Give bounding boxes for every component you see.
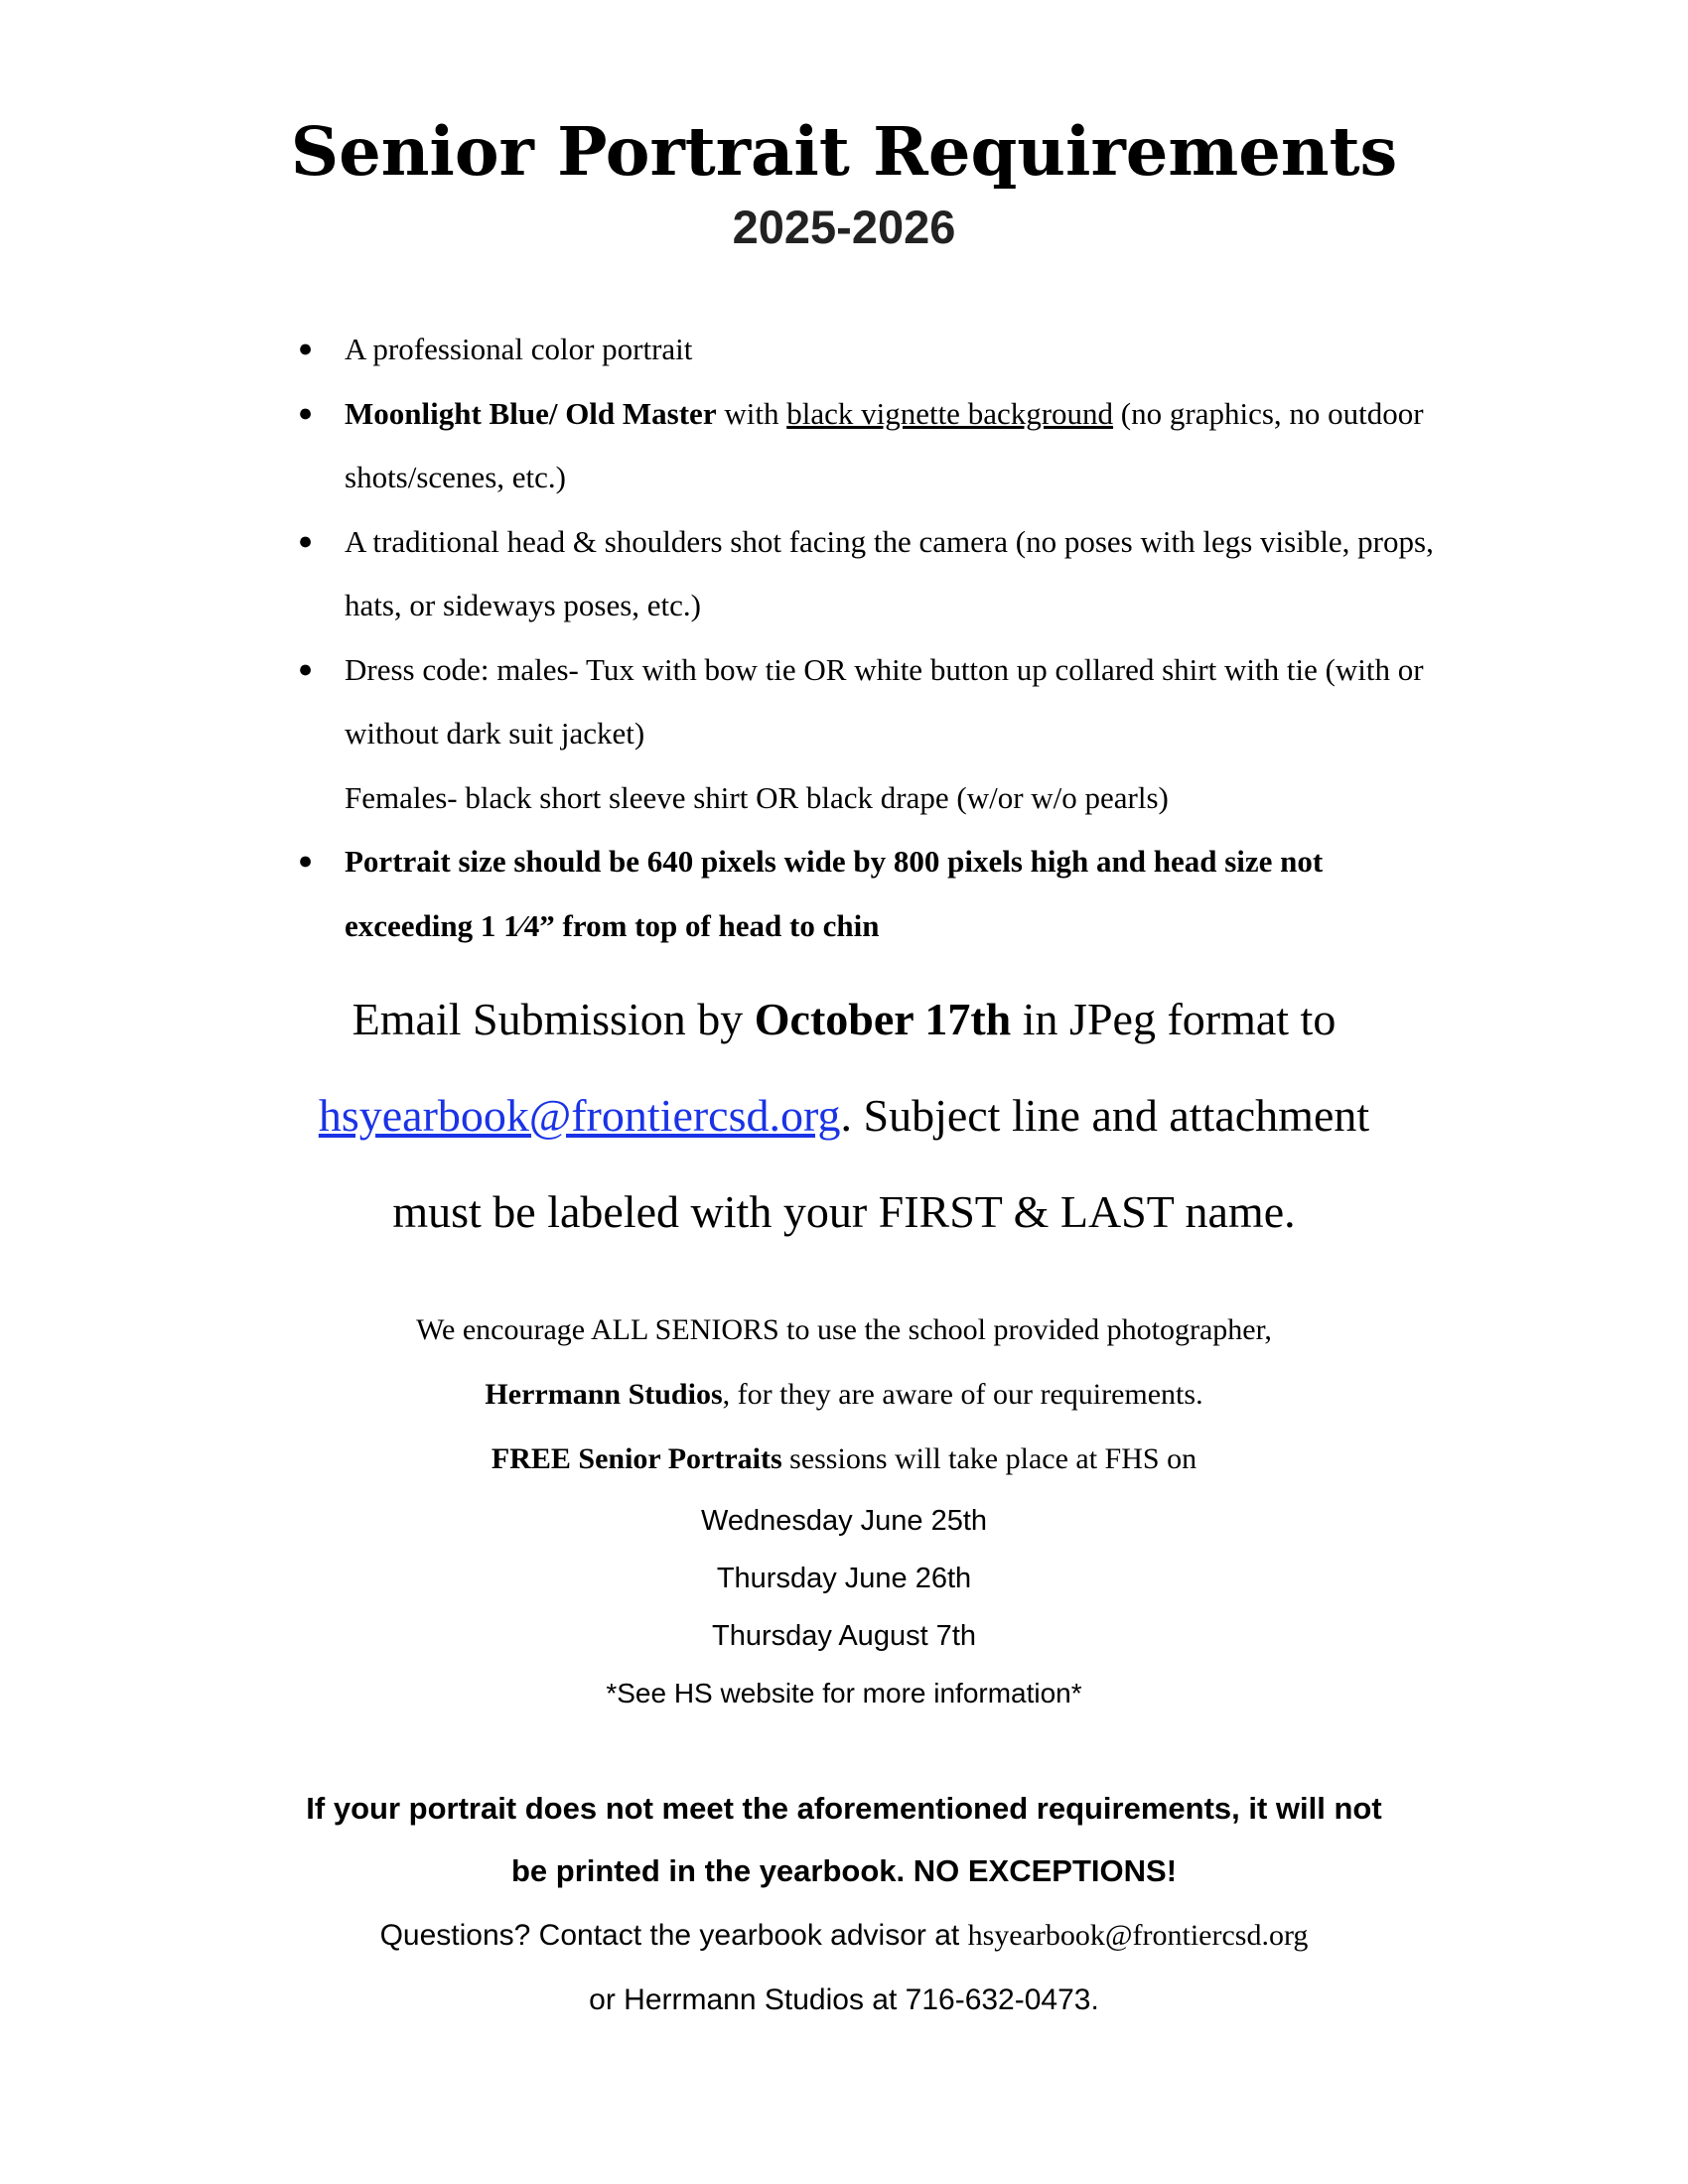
dress-code-females: Females- black short sleeve shirt OR black drape (w/or w/o pearls): [345, 779, 1169, 815]
warning-line-1: If your portrait does not meet the aforementioned requirements, it will not: [306, 1791, 1382, 1826]
warning-line-2: be printed in the yearbook. NO EXCEPTIONS!: [510, 1853, 1178, 1888]
requirement-background: [298, 382, 1440, 510]
session-date: Thursday June 26th: [716, 1563, 972, 1594]
contact-info: [0, 1903, 1688, 2032]
contact-line-1: [0, 1903, 1688, 1968]
email-link[interactable]: hsyearbook@frontiercsd.org: [318, 1090, 841, 1141]
contact-email: hsyearbook@frontiercsd.org: [967, 1919, 1309, 1952]
session-date: Thursday August 7th: [712, 1620, 976, 1652]
requirement-text: Portrait size should be 640 pixels wide by 800 pixels high and head size not exceeding 1 1⁄4” from top of head to chin: [345, 844, 1324, 943]
session-date: Wednesday June 25th: [700, 1505, 988, 1537]
requirement-pose: [298, 510, 1440, 638]
session-dates: [0, 1492, 1688, 1722]
warning-notice: [0, 1777, 1688, 1902]
bullet-icon: ●: [298, 655, 314, 683]
requirement-text: A traditional head & shoulders shot facing the camera (no poses with legs visible, props, hats, or sideways poses, etc.): [345, 523, 1434, 622]
sessions-line-rest: sessions will take place at FHS on: [781, 1442, 1197, 1475]
contact-line-2: or Herrmann Studios at 716-632-0473.: [589, 1983, 1099, 2016]
contact-prefix: Questions? Contact the yearbook advisor at: [379, 1919, 968, 1952]
page-title: Senior Portrait Requirements: [290, 112, 1398, 191]
submission-line-3: must be labeled with your FIRST & LAST name.: [392, 1186, 1296, 1237]
sessions-line: [0, 1427, 1688, 1491]
bullet-icon: ●: [298, 527, 314, 555]
dress-code-males: Dress code: males- Tux with bow tie OR white button up collared shirt with tie (with or without dark suit jacket): [345, 651, 1424, 751]
bullet-icon: ●: [298, 336, 314, 362]
backdrop-name: Moonlight Blue/ Old Master: [345, 395, 717, 431]
school-year: 2025-2026: [732, 201, 956, 253]
requirement-dress-code: [298, 638, 1440, 831]
submission-format: in JPeg format to: [1011, 994, 1336, 1044]
background-underlined: black vignette background: [786, 395, 1114, 431]
requirement-size: [298, 830, 1440, 958]
requirements-list: [298, 318, 1440, 958]
submission-prefix: Email Submission by: [352, 994, 755, 1044]
photographer-info: [0, 1297, 1688, 1491]
submission-line-1: [0, 971, 1688, 1067]
website-note: *See HS website for more information*: [606, 1678, 1082, 1708]
requirement-text: (no graphics, no outdoor shots/scenes, etc.): [345, 395, 1424, 494]
submission-line-2: [0, 1067, 1688, 1163]
submission-deadline: October 17th: [754, 994, 1012, 1044]
studio-line-rest: , for they are aware of our requirements.: [722, 1378, 1203, 1411]
submission-subject: . Subject line and attachment: [840, 1090, 1370, 1141]
encourage-line: We encourage ALL SENIORS to use the school provided photographer,: [416, 1313, 1272, 1346]
bullet-icon: ●: [298, 848, 314, 875]
requirement-color-portrait: [298, 318, 1440, 382]
free-portraits: FREE Senior Portraits: [491, 1442, 782, 1475]
requirement-text: A professional color portrait: [345, 332, 693, 366]
requirement-text: with: [716, 395, 787, 431]
studio-line: [0, 1362, 1688, 1427]
bullet-icon: ●: [298, 399, 314, 427]
studio-name: Herrmann Studios: [485, 1378, 723, 1411]
submission-instructions: [0, 971, 1688, 1260]
